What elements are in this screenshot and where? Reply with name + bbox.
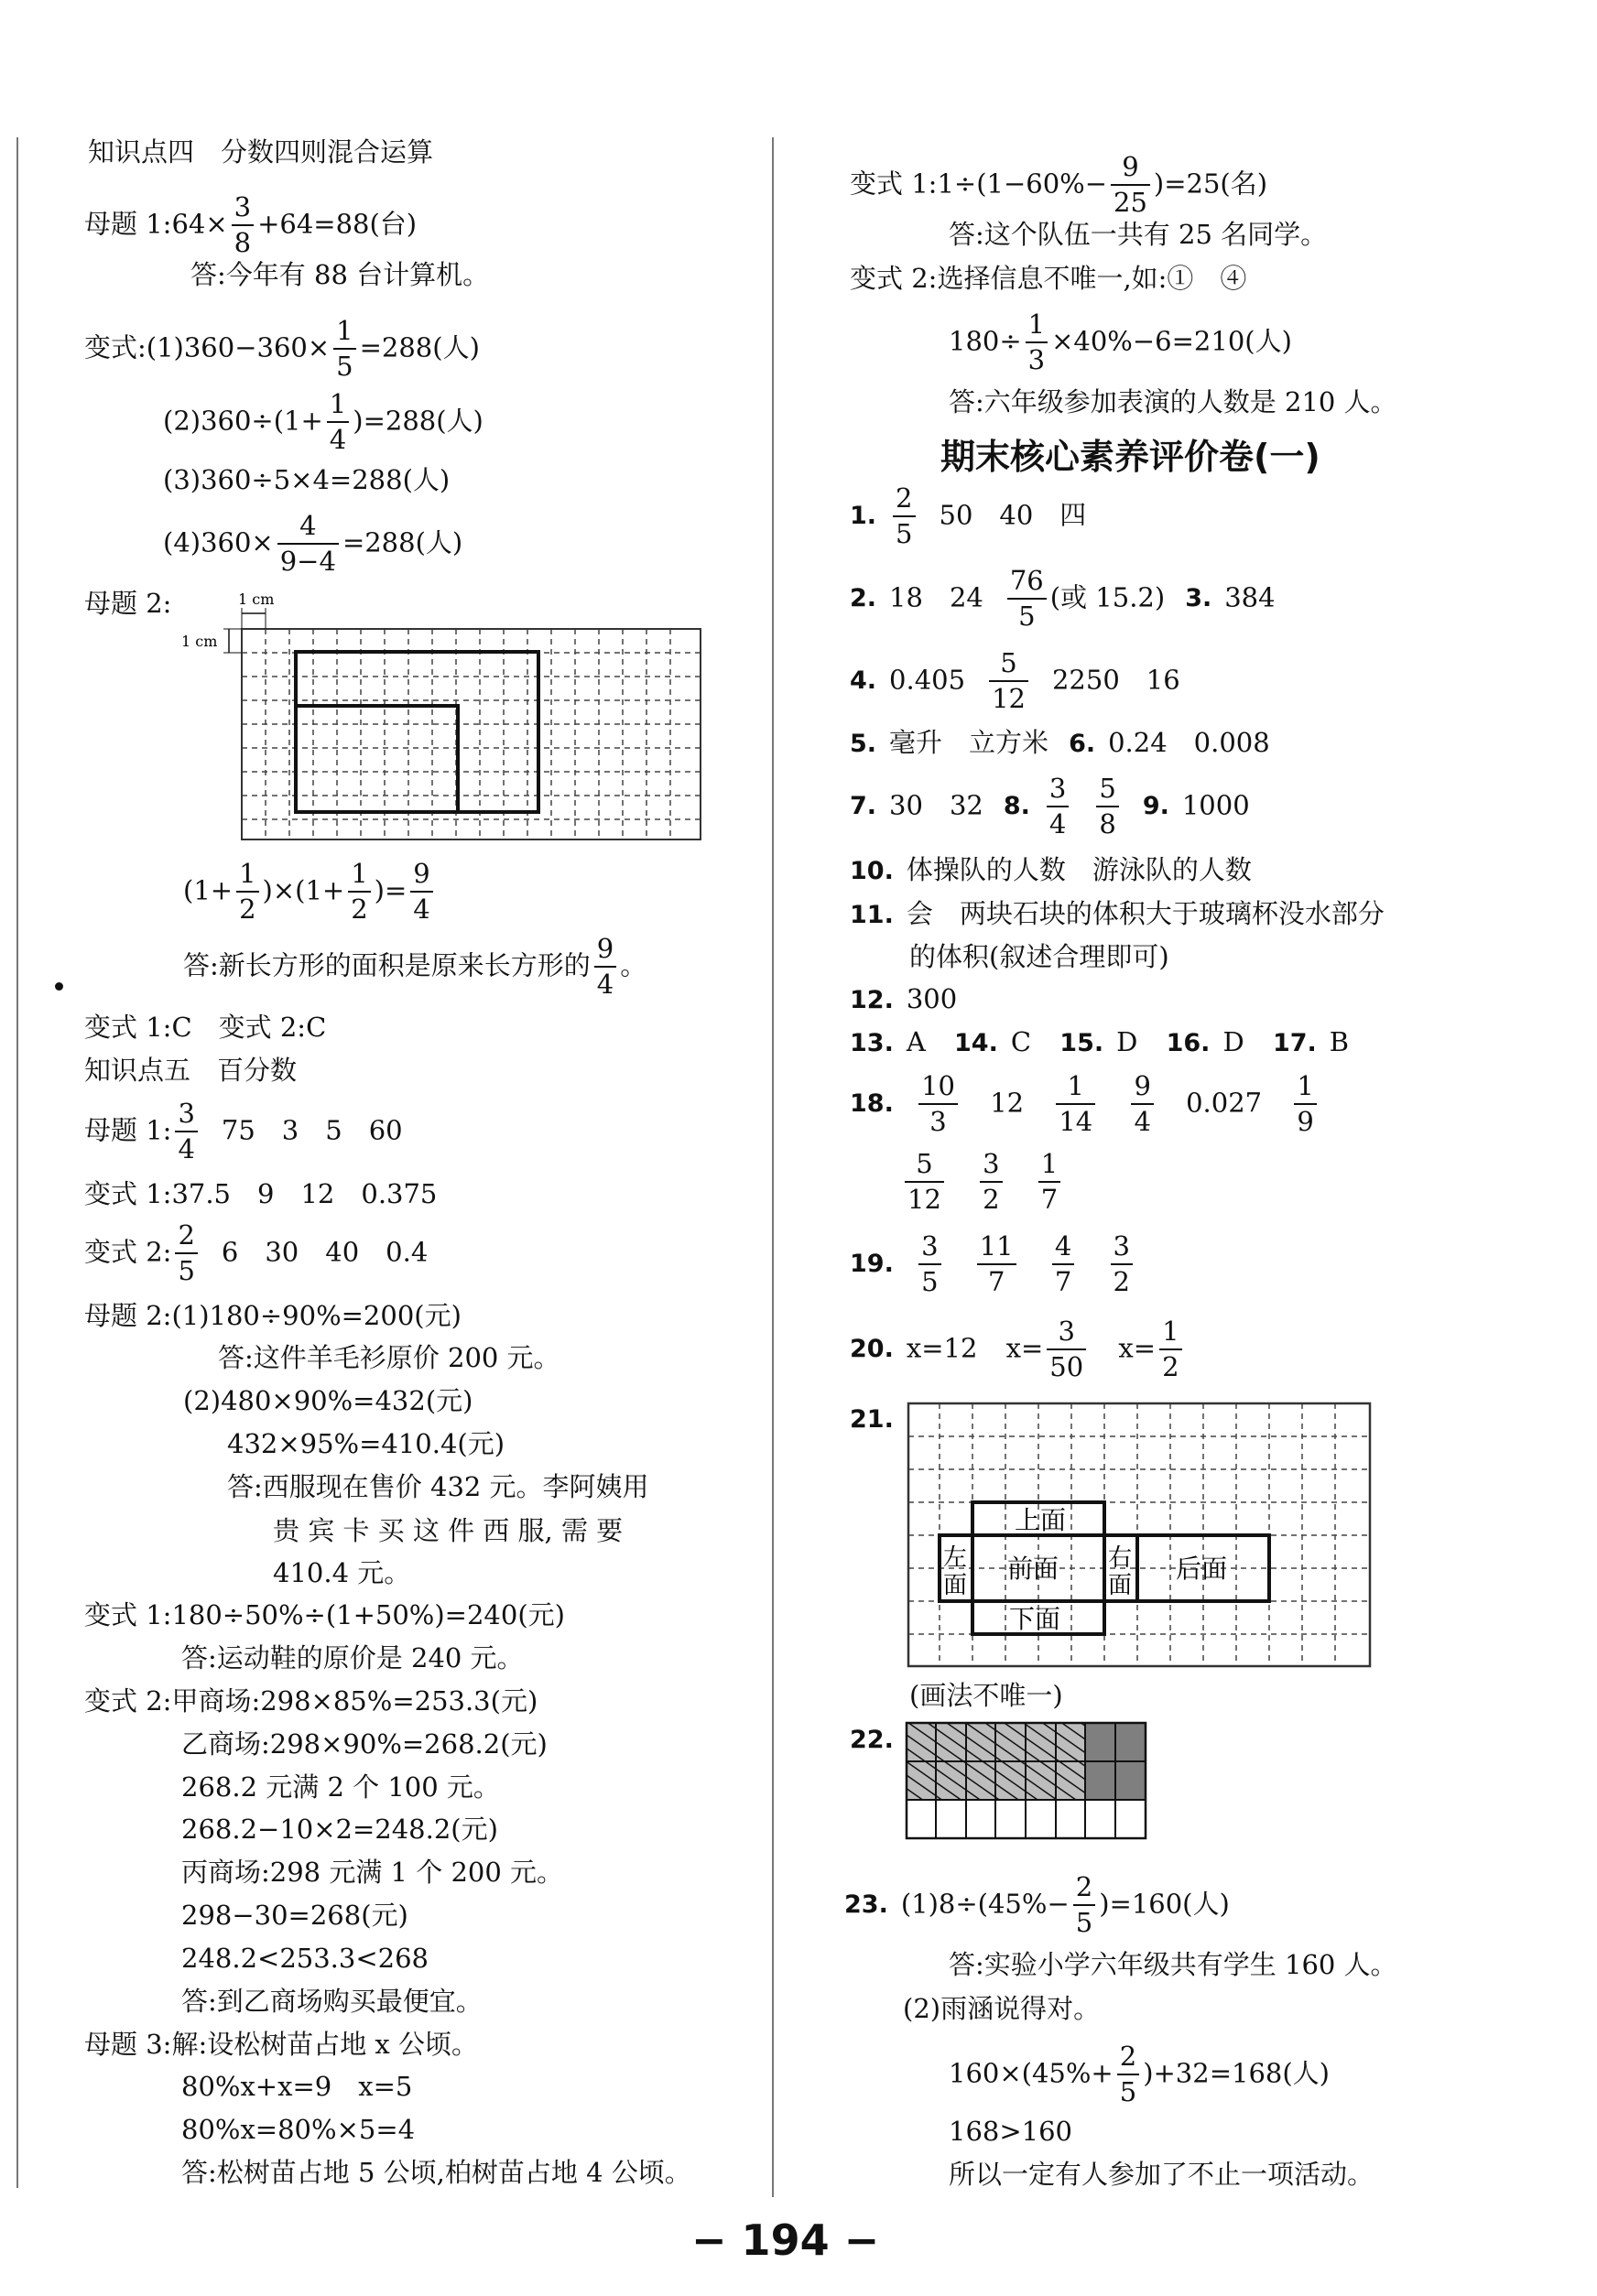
q10-line <box>850 854 1252 885</box>
f-eq: )= <box>374 874 407 906</box>
fn: 5 <box>1096 774 1118 807</box>
bs-a-pre: 变式:(1)360−360× <box>84 331 331 363</box>
column-divider <box>772 137 774 2197</box>
mt1-line <box>84 192 417 259</box>
fd: 4 <box>596 969 614 1001</box>
fd: 2 <box>1162 1351 1179 1383</box>
q15-number: 15. <box>1059 1029 1104 1057</box>
pre: 变式 1:1÷(1−60%− <box>850 168 1108 200</box>
fd: 7 <box>987 1266 1005 1298</box>
fn: 5 <box>989 648 1028 682</box>
q15: D <box>1116 1026 1138 1057</box>
q5-line <box>850 727 1270 758</box>
r-bs1-answer: 答:这个队伍一共有 25 名同学。 <box>949 219 1328 250</box>
net-left-2: 面 <box>943 1572 968 1599</box>
fd: 5 <box>1018 601 1036 633</box>
net-right-2: 面 <box>1108 1572 1133 1599</box>
fn: 1 <box>1026 309 1048 343</box>
fd: 4 <box>413 893 430 926</box>
fn: 2 <box>893 483 915 517</box>
q4-number: 4. <box>850 666 877 696</box>
fd: 4 <box>329 424 347 456</box>
fd: 7 <box>1040 1184 1059 1216</box>
r-bs2-line: 变式 2:选择信息不唯一,如:① ④ <box>850 263 1247 294</box>
p-bs1-line: 变式 1:37.5 9 12 0.375 <box>84 1178 438 1209</box>
bs-b-pre: (2)360÷(1+ <box>163 405 323 437</box>
fn: 1 <box>236 859 258 893</box>
pre: 变式 2: <box>84 1236 172 1268</box>
bs12-line: 变式 1:C 变式 2:C <box>84 1012 327 1043</box>
r-bs2-answer: 答:六年级参加表演的人数是 210 人。 <box>949 386 1397 417</box>
mt2-grid-diagram <box>174 586 714 851</box>
post: )+32=168(人) <box>1143 2057 1330 2089</box>
q7-line <box>850 774 1250 840</box>
r-bs1-line <box>850 152 1267 219</box>
fd: 5 <box>896 518 913 550</box>
q23-2: (2)雨涵说得对。 <box>903 1993 1101 2024</box>
p-mt2-2a3: 410.4 元。 <box>273 1557 411 1588</box>
fd: 12 <box>907 1184 941 1216</box>
q18-v5: 0.027 <box>1186 1087 1263 1119</box>
q20-a: x=12 <box>906 1332 978 1364</box>
q2-number: 2. <box>850 584 877 613</box>
q18-f7 <box>905 1149 944 1216</box>
q11-line-2: 的体积(叙述合理即可) <box>909 941 1169 972</box>
fd: 7 <box>1054 1266 1072 1298</box>
fn: 3 <box>980 1149 1002 1183</box>
f-mid: )×(1+ <box>262 874 345 906</box>
q8-fraction-b <box>1096 774 1118 840</box>
fd: 9−4 <box>279 546 336 578</box>
q7-number: 7. <box>850 792 877 821</box>
net-top: 上面 <box>1015 1505 1067 1535</box>
q23-1-post: )=160(人) <box>1099 1888 1230 1920</box>
fd: 3 <box>1027 344 1046 376</box>
net-bottom: 下面 <box>1009 1604 1061 1634</box>
q18-f8 <box>980 1149 1002 1216</box>
fd: 14 <box>1059 1106 1093 1138</box>
fraction <box>175 1220 197 1287</box>
kp4-title: 知识点四 分数四则混合运算 <box>88 136 434 168</box>
fn: 3 <box>232 192 254 226</box>
q14-number: 14. <box>954 1029 998 1057</box>
fd: 2 <box>1113 1266 1130 1298</box>
fd: 4 <box>1048 808 1067 840</box>
q22-number: 22. <box>850 1726 894 1754</box>
q20-fraction-b <box>1047 1316 1086 1383</box>
fn: 2 <box>175 1220 197 1254</box>
fraction-a <box>236 859 258 926</box>
fd: 5 <box>1075 1907 1093 1939</box>
fn: 1 <box>327 389 349 423</box>
p-mt1-line <box>84 1099 403 1165</box>
q18-v2: 12 <box>990 1087 1025 1119</box>
mt2-label: 母题 2: <box>84 588 172 619</box>
q16: D <box>1222 1026 1244 1057</box>
p-bs2-line <box>84 1220 428 1287</box>
bs-b-post: )=288(人) <box>353 405 483 437</box>
ink-dot <box>55 982 63 991</box>
fd: 5 <box>178 1255 195 1287</box>
p-bs2b-8: 答:到乙商场购买最便宜。 <box>181 1986 483 2017</box>
q6-number: 6. <box>1069 730 1096 758</box>
mt1-fraction <box>232 192 254 259</box>
mt1-post: +64=88(台) <box>257 208 418 240</box>
fn: 2 <box>1073 1872 1095 1906</box>
p-mt2-2b: 432×95%=410.4(元) <box>227 1428 505 1459</box>
p-mt2-1a: 答:这件羊毛衫原价 200 元。 <box>218 1342 560 1373</box>
fn: 4 <box>1052 1231 1074 1265</box>
q21-cube-net <box>907 1401 1378 1671</box>
fraction-c <box>410 859 432 926</box>
q23-1-pre: (1)8÷(45%− <box>900 1888 1070 1920</box>
fn: 1 <box>333 316 355 350</box>
net-back: 后面 <box>1176 1554 1228 1584</box>
ans-pre: 答:新长方形的面积是原来长方形的 <box>183 949 591 981</box>
fd: 2 <box>239 893 256 926</box>
section-title: 期末核心素养评价卷(一) <box>940 437 1320 477</box>
fn: 11 <box>977 1231 1016 1265</box>
q2-line <box>850 566 1276 633</box>
q11-line <box>850 898 1385 929</box>
pre: 母题 1: <box>84 1114 172 1146</box>
fd: 2 <box>983 1184 1000 1216</box>
q18-f3 <box>1056 1071 1095 1138</box>
page-number: − 194 − <box>691 2215 880 2265</box>
bs-d-post: =288(人) <box>342 526 463 558</box>
fd: 8 <box>234 227 252 259</box>
p-bs2b-2: 乙商场:298×90%=268.2(元) <box>181 1728 548 1760</box>
fd: 3 <box>929 1106 947 1138</box>
fn: 4 <box>277 511 339 545</box>
q14: C <box>1010 1026 1032 1057</box>
q9: 1000 <box>1181 789 1250 821</box>
fn: 3 <box>1047 1316 1086 1350</box>
fd: 12 <box>992 683 1026 715</box>
q20-number: 20. <box>850 1335 894 1364</box>
ans-post: 。 <box>620 949 647 981</box>
q16-number: 16. <box>1166 1029 1211 1057</box>
fn: 9 <box>410 859 432 893</box>
q10-number: 10. <box>850 857 894 885</box>
p-bs1b-a: 答:运动鞋的原价是 240 元。 <box>181 1642 524 1673</box>
q19-number: 19. <box>850 1250 894 1279</box>
p-bs2b-1: 变式 2:甲商场:298×85%=253.3(元) <box>84 1685 538 1717</box>
p-mt3-3: 80%x=80%×5=4 <box>181 2114 416 2145</box>
fd: 25 <box>1114 187 1147 219</box>
fraction <box>1117 2041 1139 2108</box>
fn: 5 <box>905 1149 944 1183</box>
mt2-formula <box>183 859 437 926</box>
p-bs2b-3: 268.2 元满 2 个 100 元。 <box>181 1771 500 1803</box>
q4-line <box>850 648 1180 715</box>
bs-a-fraction <box>333 316 355 383</box>
fd: 4 <box>178 1133 195 1165</box>
q12-number: 12. <box>850 986 894 1014</box>
q2-fraction <box>1007 566 1047 633</box>
fd: 5 <box>921 1266 939 1298</box>
fraction-b <box>348 859 370 926</box>
bs-c-line: (3)360÷5×4=288(人) <box>163 464 451 495</box>
p-bs2b-7: 248.2<253.3<268 <box>181 1943 429 1974</box>
bs-a-post: =288(人) <box>359 331 480 363</box>
q2-b: (或 15.2) <box>1049 581 1166 613</box>
bs-d-line <box>163 511 462 578</box>
q19-f4 <box>1111 1231 1133 1298</box>
q22-shaded-grid <box>905 1721 1147 1845</box>
q18-number: 18. <box>850 1089 894 1119</box>
p-bs2b-5: 丙商场:298 元满 1 个 200 元。 <box>181 1857 564 1888</box>
q23-line <box>844 1872 1230 1939</box>
q4-fraction <box>989 648 1028 715</box>
left-margin-rule <box>16 137 18 2188</box>
fn: 76 <box>1007 566 1047 600</box>
p-mt2-2a2: 贵 宾 卡 买 这 件 西 服, 需 要 <box>273 1515 624 1546</box>
fd: 5 <box>1119 2076 1137 2108</box>
post: 75 3 5 60 <box>221 1114 403 1146</box>
q18-line <box>850 1071 1320 1138</box>
net-left-1: 左 <box>943 1544 968 1572</box>
pre: 160×(45%+ <box>949 2057 1114 2089</box>
q21-line <box>850 1405 907 1432</box>
bs-d-pre: (4)360× <box>163 526 274 558</box>
fn: 3 <box>175 1099 197 1132</box>
q11-1: 会 两块石块的体积大于玻璃杯没水部分 <box>906 898 1385 929</box>
mt2-answer <box>183 934 646 1001</box>
q13-number: 13. <box>850 1029 894 1057</box>
bs-b-line <box>163 389 483 456</box>
fn: 1 <box>1294 1071 1316 1105</box>
q4-b: 2250 16 <box>1051 664 1180 696</box>
fd: 9 <box>1297 1106 1314 1138</box>
q12: 300 <box>906 983 958 1014</box>
q20-b: x= <box>1005 1332 1044 1364</box>
q6: 0.24 0.008 <box>1108 727 1270 758</box>
p-bs2b-4: 268.2−10×2=248.2(元) <box>181 1814 498 1845</box>
q18-f1 <box>918 1071 958 1138</box>
fd: 4 <box>1134 1106 1151 1138</box>
fd: 5 <box>336 351 353 383</box>
q18-f6 <box>1294 1071 1316 1138</box>
q8-fraction-a <box>1047 774 1069 840</box>
p-mt2-1: 母题 2:(1)180÷90%=200(元) <box>84 1300 462 1331</box>
fraction <box>175 1099 197 1165</box>
fd: 50 <box>1049 1351 1084 1383</box>
fn: 1 <box>348 859 370 893</box>
net-right-1: 右 <box>1108 1544 1133 1572</box>
q19-f2 <box>977 1231 1016 1298</box>
p-mt2-2a1: 答:西服现在售价 432 元。李阿姨用 <box>227 1471 649 1502</box>
net-front: 前面 <box>1007 1554 1059 1584</box>
r-bs2-formula <box>949 309 1292 376</box>
mt1-answer: 答:今年有 88 台计算机。 <box>190 259 490 290</box>
q1-fraction <box>893 483 915 550</box>
post: ×40%−6=210(人) <box>1051 325 1292 357</box>
fraction <box>1026 309 1048 376</box>
grid-unit-vertical: 1 cm <box>181 633 218 650</box>
q12-line <box>850 983 958 1014</box>
q5-number: 5. <box>850 730 877 758</box>
fn: 9 <box>1131 1071 1153 1105</box>
fn: 9 <box>1111 152 1150 186</box>
kp5-title: 知识点五 百分数 <box>84 1055 298 1086</box>
q13: A <box>906 1026 926 1057</box>
q3: 384 <box>1224 581 1276 613</box>
q9-number: 9. <box>1142 792 1169 821</box>
mt1-pre: 母题 1:64× <box>84 208 228 240</box>
q19-f1 <box>918 1231 940 1298</box>
post: )=25(名) <box>1153 168 1268 200</box>
q5: 毫升 立方米 <box>889 727 1049 758</box>
fraction <box>1111 152 1150 219</box>
q20-line <box>850 1316 1186 1383</box>
fd: 8 <box>1099 808 1116 840</box>
q23-2c: 168>160 <box>949 2116 1073 2147</box>
fn: 1 <box>1038 1149 1060 1183</box>
q2-a: 18 24 <box>889 581 983 613</box>
q19-line <box>850 1231 1136 1298</box>
fn: 1 <box>1159 1316 1181 1350</box>
q7: 30 32 <box>889 789 983 821</box>
q20-c: x= <box>1118 1332 1157 1364</box>
q1-rest: 50 40 四 <box>939 499 1087 531</box>
q1-number: 1. <box>850 502 877 531</box>
fn: 2 <box>1117 2041 1139 2075</box>
q22-line <box>850 1726 907 1752</box>
q23-1-answer: 答:实验小学六年级共有学生 160 人。 <box>949 1949 1397 1980</box>
q18-f4 <box>1131 1071 1153 1138</box>
fn: 3 <box>1047 774 1069 807</box>
fn: 9 <box>594 934 616 968</box>
q11-number: 11. <box>850 901 894 929</box>
q23-2b <box>949 2041 1330 2108</box>
p-mt3-1: 母题 3:解:设松树苗占地 x 公顷。 <box>84 2029 479 2060</box>
q8-number: 8. <box>1003 792 1030 821</box>
q1-line <box>850 483 1086 550</box>
q17-number: 17. <box>1272 1029 1317 1057</box>
p-mt3-4: 答:松树苗占地 5 公顷,柏树苗占地 4 公顷。 <box>181 2157 691 2188</box>
fn: 3 <box>918 1231 940 1265</box>
q23-1-fraction <box>1073 1872 1095 1939</box>
p-bs2b-6: 298−30=268(元) <box>181 1900 408 1931</box>
q4-a: 0.405 <box>889 664 966 696</box>
q3-number: 3. <box>1185 584 1212 613</box>
q23-2d: 所以一定有人参加了不止一项活动。 <box>949 2159 1374 2190</box>
q20-fraction-c <box>1159 1316 1181 1383</box>
ans-fraction <box>594 934 616 1001</box>
q10: 体操队的人数 游泳队的人数 <box>906 854 1252 885</box>
bs-a-line <box>84 316 480 383</box>
q18-f9 <box>1038 1149 1060 1216</box>
f-pre: (1+ <box>183 874 234 906</box>
p-mt2-2: (2)480×90%=432(元) <box>183 1385 473 1416</box>
q13-17-line <box>850 1026 1350 1057</box>
q19-f3 <box>1052 1231 1074 1298</box>
p-bs1b: 变式 1:180÷50%÷(1+50%)=240(元) <box>84 1599 565 1630</box>
post: 6 30 40 0.4 <box>221 1236 429 1268</box>
q17: B <box>1329 1026 1350 1057</box>
bs-b-fraction <box>327 389 349 456</box>
q18-line-2 <box>901 1149 1064 1216</box>
fn: 3 <box>1111 1231 1133 1265</box>
fn: 1 <box>1056 1071 1095 1105</box>
q21-number: 21. <box>850 1405 894 1434</box>
grid-unit-horizontal: 1 cm <box>238 590 275 608</box>
fn: 10 <box>918 1071 958 1105</box>
fd: 2 <box>351 893 368 926</box>
q21-note: (画法不唯一) <box>909 1680 1063 1711</box>
bs-d-fraction <box>277 511 339 578</box>
pre: 180÷ <box>949 325 1022 357</box>
p-mt3-2: 80%x+x=9 x=5 <box>181 2071 413 2102</box>
q23-number: 23. <box>844 1890 888 1920</box>
